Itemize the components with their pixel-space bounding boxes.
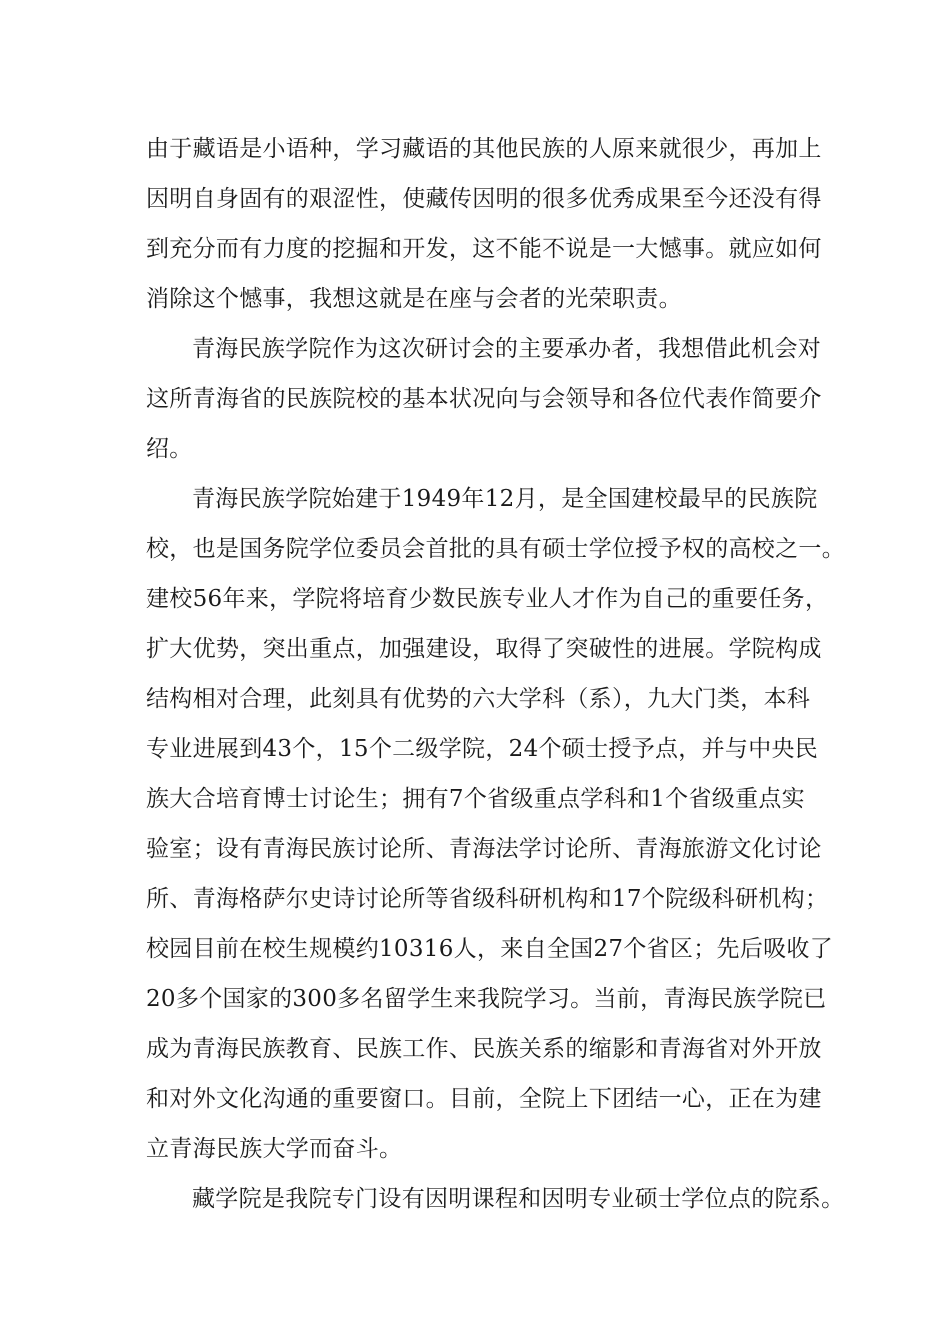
text-line-12: 结构相对合理，此刻具有优势的六大学科（系），九大门类，本科 <box>146 686 811 712</box>
text-line-5: 青海民族学院作为这次研讨会的主要承办者，我想借此机会对 <box>192 336 822 362</box>
text-line-18: 20多个国家的300多名留学生来我院学习。当前，青海民族学院已 <box>146 986 827 1012</box>
text-line-8: 青海民族学院始建于1949年12月，是全国建校最早的民族院 <box>192 486 818 512</box>
text-line-20: 和对外文化沟通的重要窗口。目前，全院上下团结一心，正在为建 <box>146 1086 822 1112</box>
text-line-6: 这所青海省的民族院校的基本状况向与会领导和各位代表作简要介 <box>146 386 822 412</box>
text-line-21: 立青海民族大学而奋斗。 <box>146 1136 403 1162</box>
text-line-22: 藏学院是我院专门设有因明课程和因明专业硕士学位点的院系。 <box>192 1186 845 1212</box>
text-line-10: 建校56年来，学院将培育少数民族专业人才作为自己的重要任务， <box>146 586 829 612</box>
text-line-15: 验室；设有青海民族讨论所、青海法学讨论所、青海旅游文化讨论 <box>146 836 822 862</box>
text-line-16: 所、青海格萨尔史诗讨论所等省级科研机构和17个院级科研机构； <box>146 886 829 912</box>
text-line-19: 成为青海民族教育、民族工作、民族关系的缩影和青海省对外开放 <box>146 1036 822 1062</box>
text-line-13: 专业进展到43个，15个二级学院，24个硕士授予点，并与中央民 <box>146 736 819 762</box>
text-line-2: 因明自身固有的艰涩性，使藏传因明的很多优秀成果至今还没有得 <box>146 186 822 212</box>
text-line-1: 由于藏语是小语种，学习藏语的其他民族的人原来就很少，再加上 <box>146 136 822 162</box>
text-line-14: 族大合培育博士讨论生；拥有7个省级重点学科和1个省级重点实 <box>146 786 805 812</box>
text-line-17: 校园目前在校生规模约10316人，来自全国27个省区；先后吸收了 <box>146 936 834 962</box>
text-line-9: 校，也是国务院学位委员会首批的具有硕士学位授予权的高校之一。 <box>146 536 845 562</box>
text-line-7: 绍。 <box>146 436 193 462</box>
body-text <box>146 124 845 1224</box>
text-line-3: 到充分而有力度的挖掘和开发，这不能不说是一大憾事。就应如何 <box>146 236 822 262</box>
text-line-11: 扩大优势，突出重点，加强建设，取得了突破性的进展。学院构成 <box>146 636 822 662</box>
text-line-4: 消除这个憾事，我想这就是在座与会者的光荣职责。 <box>146 286 682 312</box>
